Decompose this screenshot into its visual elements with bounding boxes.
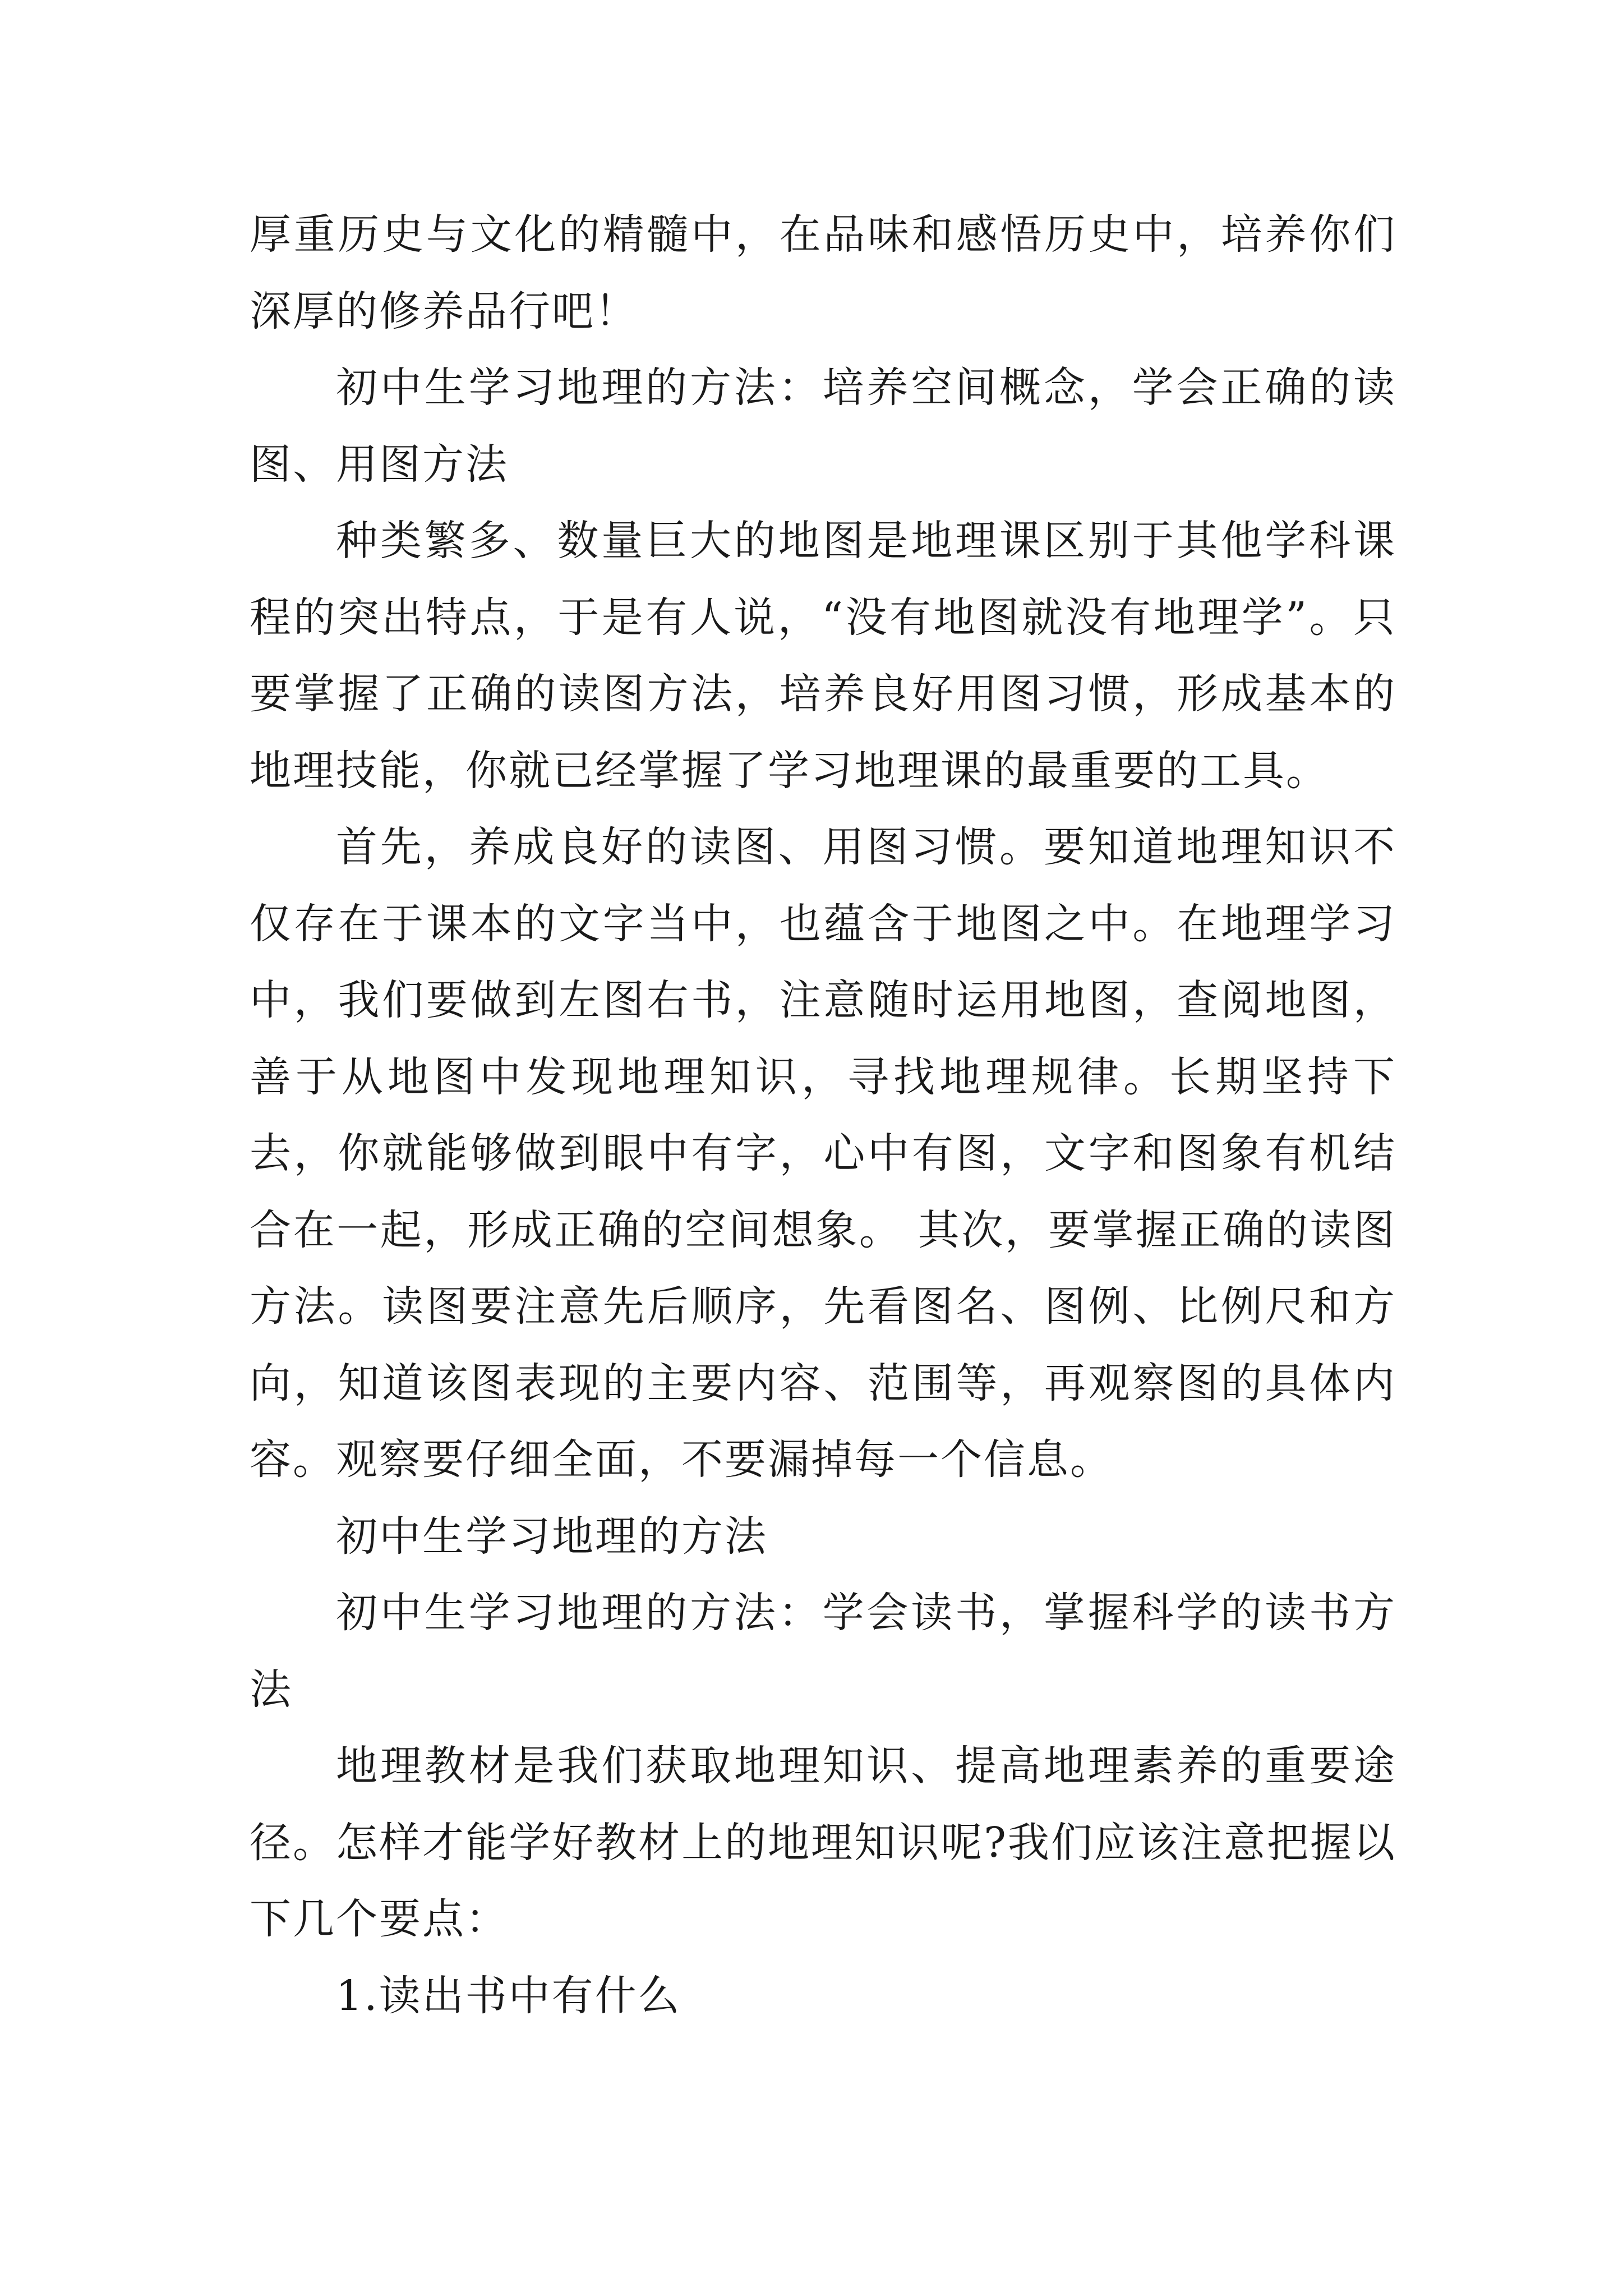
document-body [250,196,1396,2034]
section-heading: 初中生学习地理的方法：培养空间概念，学会正确的读图、用图方法 [250,364,1396,489]
section-heading: 初中生学习地理的方法：学会读书，掌握科学的读书方法 [250,1589,1396,1714]
paragraph: 种类繁多、数量巨大的地图是地理课区别于其他学科课程的突出特点，于是有人说，“没有地图就没有地理学”。只要掌握了正确的读图方法，培养良好用图习惯，形成基本的地理技能，你就已经掌握了学习地理课的最重要的工具。 [250,517,1396,795]
paragraph: 地理教材是我们获取地理知识、提高地理素养的重要途径。怎样才能学好教材上的地理知识呢?我们应该注意把握以下几个要点： [250,1742,1396,1943]
paragraph: 厚重历史与文化的精髓中，在品味和感悟历史中，培养你们深厚的修养品行吧！ [250,210,1396,335]
paragraph: 首先，养成良好的读图、用图习惯。要知道地理知识不仅存在于课本的文字当中，也蕴含于地图之中。在地理学习中，我们要做到左图右书，注意随时运用地图，查阅地图，善于从地图中发现地理知识，寻找地理规律。长期坚持下去，你就能够做到眼中有字，心中有图，文字和图象有机结合在一起，形成正确的空间想象。 其次，要掌握正确的读图方法。读图要注意先后顺序，先看图名、图例、比例尺和方向，知道该图表现的主要内容、范围等，再观察图的具体内容。观察要仔细全面，不要漏掉每一个信息。 [250,823,1396,1484]
section-heading: 初中生学习地理的方法 [336,1512,768,1561]
list-item: 1.读出书中有什么 [336,1971,681,2020]
